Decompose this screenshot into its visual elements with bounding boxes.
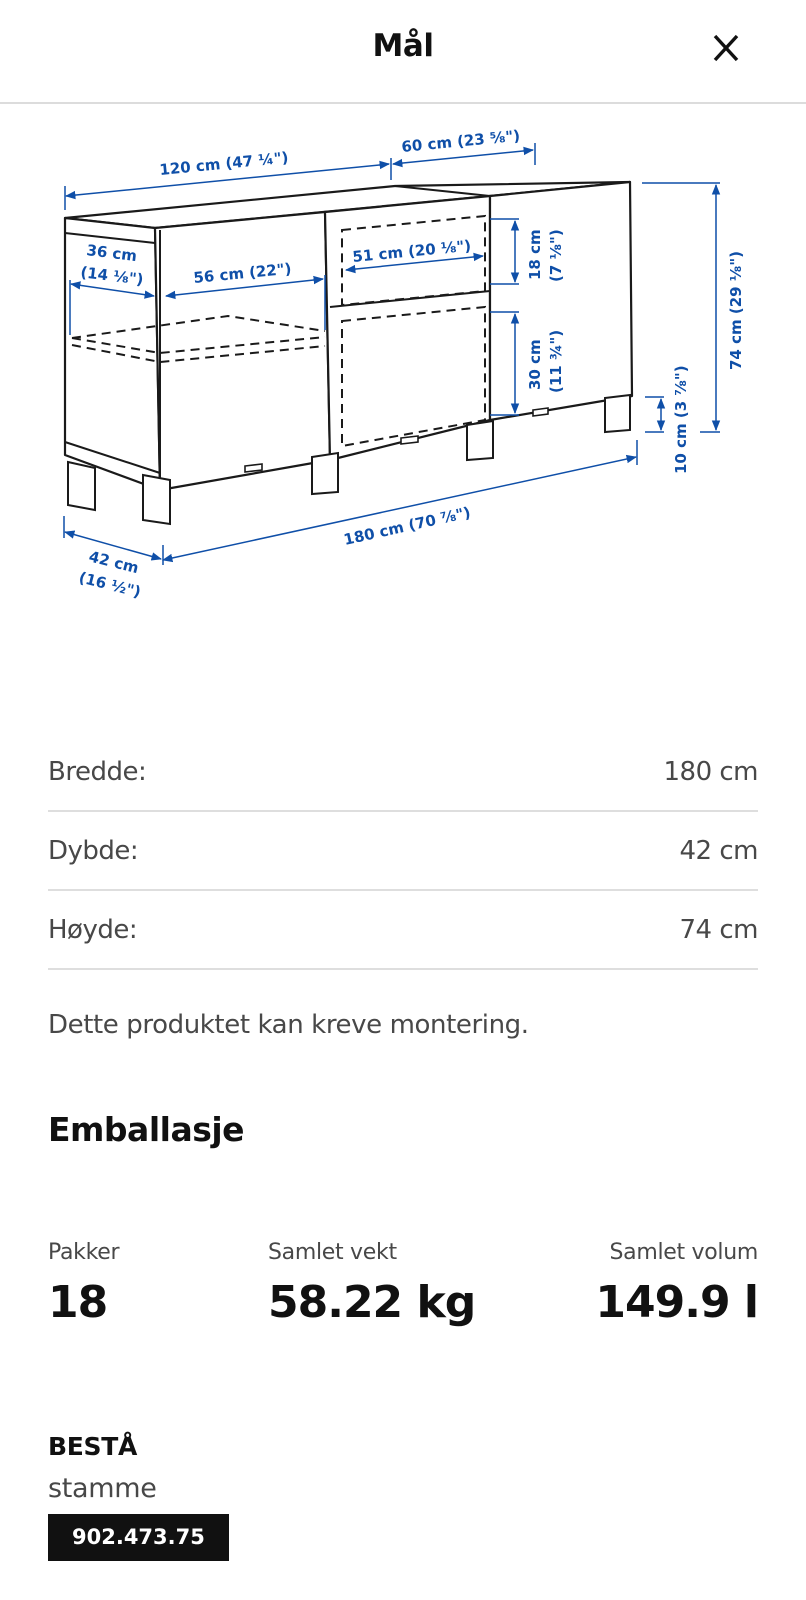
dim-label-42cm: 42 cm	[87, 547, 141, 578]
packaging-stats	[48, 1240, 758, 1340]
product-package-item	[48, 1432, 229, 1561]
product-type: stamme	[48, 1473, 157, 1504]
dimensions-list	[48, 733, 758, 970]
dimension-row-width	[48, 733, 758, 812]
page-title: Mål	[372, 28, 434, 64]
stat-value: 149.9 l	[595, 1277, 758, 1328]
dim-label-10cm: 10 cm (3 ⅞")	[672, 365, 690, 474]
dimension-row-height	[48, 891, 758, 970]
dim-label-74cm: 74 cm (29 ⅛")	[727, 251, 745, 370]
assembly-note: Dette produktet kan kreve montering.	[48, 1010, 529, 1040]
furniture-drawing	[0, 106, 806, 626]
stat-total-volume	[595, 1240, 758, 1328]
dimension-value: 180 cm	[663, 756, 758, 787]
article-number-badge: 902.473.75	[48, 1514, 229, 1561]
dim-label-30cm-inch: (11 ¾")	[547, 329, 565, 393]
stat-packages	[48, 1240, 119, 1328]
dimension-value: 42 cm	[679, 835, 758, 866]
dim-label-30cm: 30 cm	[526, 339, 544, 390]
close-button[interactable]	[706, 28, 746, 68]
dim-label-56cm: 56 cm (22")	[192, 259, 293, 287]
stat-label: Samlet volum	[609, 1240, 758, 1265]
stat-value: 18	[48, 1277, 108, 1328]
stat-label: Samlet vekt	[268, 1240, 397, 1265]
dimension-row-depth	[48, 812, 758, 891]
dimension-label: Høyde:	[48, 914, 138, 945]
stat-label: Pakker	[48, 1240, 120, 1265]
modal-header	[0, 0, 806, 104]
dimension-label: Dybde:	[48, 835, 139, 866]
dim-label-36cm: 36 cm	[85, 241, 138, 266]
dim-label-120cm: 120 cm (47 ¼")	[158, 148, 290, 179]
product-name: BESTÅ	[48, 1432, 138, 1461]
stat-total-weight	[268, 1240, 475, 1328]
dim-label-60cm: 60 cm (23 ⅝")	[400, 126, 521, 156]
dimension-label: Bredde:	[48, 756, 147, 787]
packaging-heading: Emballasje	[48, 1110, 245, 1149]
stat-value: 58.22 kg	[268, 1277, 476, 1328]
dimensions-diagram	[0, 106, 806, 626]
dim-label-36cm-inch: (14 ⅛")	[79, 263, 145, 289]
dim-label-51cm: 51 cm (20 ⅛")	[351, 236, 472, 266]
dim-label-180cm: 180 cm (70 ⅞")	[341, 503, 473, 549]
dim-label-42cm-inch: (16 ½")	[77, 568, 143, 602]
dim-label-18cm-inch: (7 ⅛")	[547, 229, 565, 282]
dim-label-18cm: 18 cm	[526, 229, 544, 280]
dimension-value: 74 cm	[679, 914, 758, 945]
close-icon	[706, 28, 746, 68]
